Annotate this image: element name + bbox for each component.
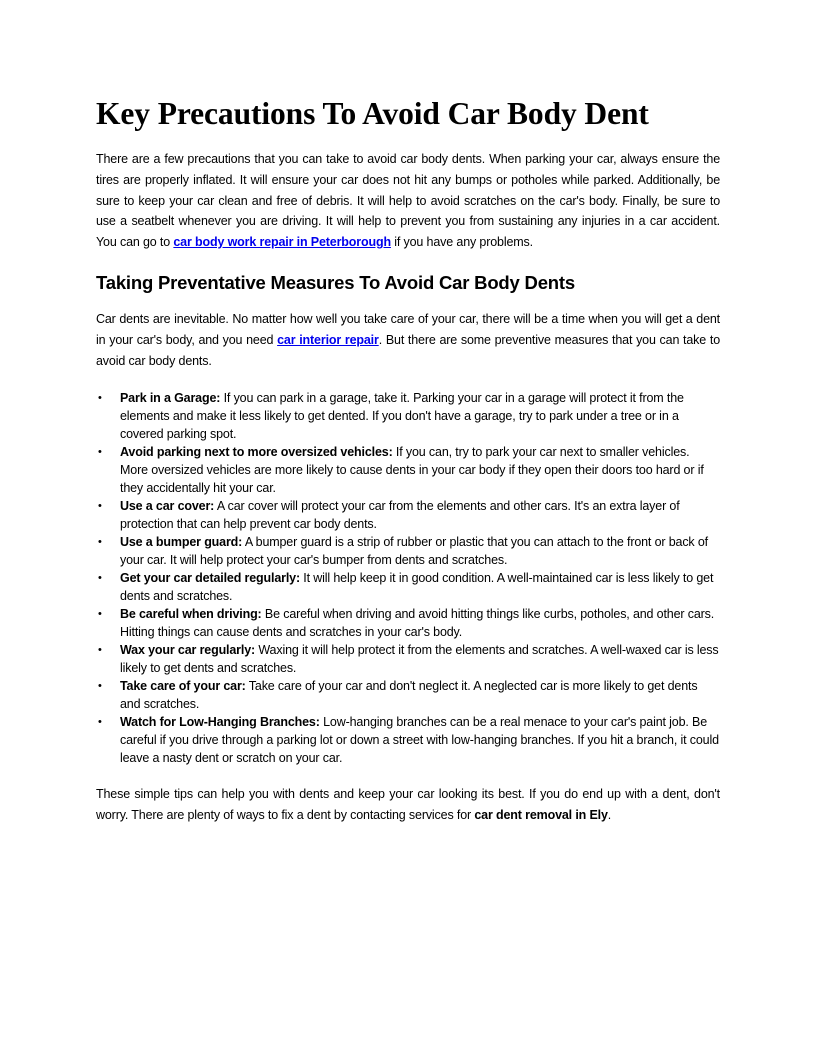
bullet-icon: • [98,680,102,693]
closing-text-after: . [607,808,612,823]
bullet-icon: • [98,500,102,513]
list-item [96,497,720,533]
tip-term: Use a car cover: [120,499,215,514]
tip-text: Take care of your car and don't neglect it. A neglected car is more likely to get dents and scratches. [120,679,698,712]
list-item [96,713,720,767]
tip-term: Watch for Low-Hanging Branches: [120,715,320,730]
closing-text-before: These simple tips can help you with dents and keep your car looking its best. If you do end up with a dent, don't worry. There are plenty of ways to fix a dent by contacting services for [96,787,720,823]
list-item [96,569,720,605]
tip-term: Avoid parking next to more oversized vehicles: [120,445,393,460]
tip-text: Waxing it will help protect it from the elements and scratches. A well-waxed car is less likely to get dents and scratches. [120,643,719,676]
tip-text: It will help keep it in good condition. A well-maintained car is less likely to get dents and scratches. [120,571,714,604]
tip-text: A bumper guard is a strip of rubber or plastic that you can attach to the front or back of your car. It will help protect your car's bumper from dents and scratches. [120,535,708,568]
tips-list [96,389,720,767]
tip-term: Be careful when driving: [120,607,262,622]
tip-text: If you can park in a garage, take it. Parking your car in a garage will protect it from the elements and make it less likely to get dented. If you don't have a garage, try to park under a tree or in a covered parking spot. [120,391,684,442]
tip-text: A car cover will protect your car from the elements and other cars. It's an extra layer of protection that can help prevent car body dents. [120,499,680,532]
tip-text: Be careful when driving and avoid hitting things like curbs, potholes, and other cars. Hitting things can cause dents and scratches in your car's body. [120,607,715,640]
document-body [96,94,720,826]
intro-text-before: There are a few precautions that you can take to avoid car body dents. When parking your car, always ensure the tires are properly inflated. It will ensure your car does not hit any bumps or potholes while parked. Additionally, be sure to keep your car clean and free of debris. It will help to avoid scratches on the car's body. Finally, be sure to use a seatbelt whenever you are driving. It will help to prevent you from sustaining any injuries in a car accident. You can go to [96,152,720,250]
tip-text: If you can, try to park your car next to smaller vehicles. More oversized vehicles are more likely to cause dents in your car body if they open their doors too hard or if they accidentally hit your car. [120,445,704,496]
list-item [96,389,720,443]
tip-term: Use a bumper guard: [120,535,243,550]
intro-text-after: if you have any problems. [390,235,533,250]
car-dent-removal-text: car dent removal in Ely [474,808,608,823]
lead-text-before: Car dents are inevitable. No matter how well you take care of your car, there will be a time when you will get a dent in your car's body, and you need [96,311,720,347]
list-item [96,533,720,569]
bullet-icon: • [98,392,102,405]
section-lead-paragraph [96,309,720,371]
tip-term: Wax your car regularly: [120,643,256,658]
list-item [96,677,720,713]
list-item [96,443,720,497]
tip-text: Low-hanging branches can be a real menace to your car's paint job. Be careful if you drive through a parking lot or down a street with low-hanging branches. If you hit a branch, it could leave a nasty dent or scratch on your car. [120,715,719,766]
list-item [96,605,720,641]
tip-term: Take care of your car: [120,679,246,694]
bullet-icon: • [98,644,102,657]
section-heading: Taking Preventative Measures To Avoid Car Body Dents [96,271,575,293]
bullet-icon: • [98,446,102,459]
closing-paragraph [96,784,720,826]
page-title: Key Precautions To Avoid Car Body Dent [96,96,649,131]
lead-text-after: . But there are some preventive measures that you can take to avoid car body dents. [96,332,720,368]
bullet-icon: • [98,608,102,621]
intro-paragraph [96,149,720,253]
car-body-work-repair-link[interactable]: car body work repair in Peterborough [173,235,391,250]
bullet-icon: • [98,536,102,549]
bullet-icon: • [98,572,102,585]
bullet-icon: • [98,716,102,729]
tip-term: Get your car detailed regularly: [120,571,300,586]
list-item [96,641,720,677]
car-interior-repair-link[interactable]: car interior repair [277,332,379,347]
tip-term: Park in a Garage: [120,391,221,406]
